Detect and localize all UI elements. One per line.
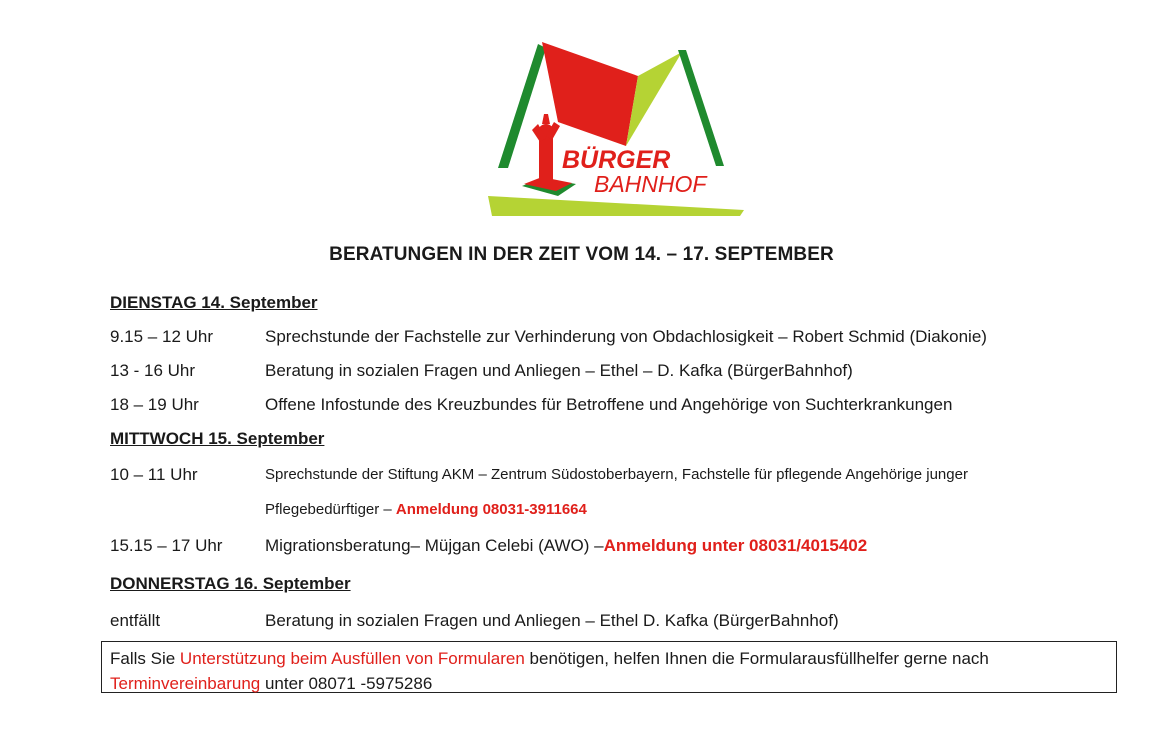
notice-highlight: Unterstützung beim Ausfüllen von Formularen	[179, 649, 525, 668]
day-heading-dienstag: DIENSTAG 14. September	[110, 293, 318, 312]
entry-text: Sprechstunde der Fachstelle zur Verhinderung von Obdachlosigkeit – Robert Schmid (Diakonie)	[265, 327, 987, 346]
entry-time: entfällt	[110, 611, 161, 630]
entry-text-continued	[265, 501, 587, 518]
day-heading-mittwoch: MITTWOCH 15. September	[110, 429, 325, 448]
entry-time: 9.15 – 12 Uhr	[110, 327, 214, 346]
entry-time: 13 - 16 Uhr	[110, 361, 196, 380]
entry-text: Migrationsberatung– Müjgan Celebi (AWO) –	[265, 536, 604, 555]
entry-time: 15.15 – 17 Uhr	[110, 536, 223, 555]
entry-text: Beratung in sozialen Fragen und Anliegen – Ethel D. Kafka (BürgerBahnhof)	[265, 611, 839, 630]
entry-text: Pflegebedürftiger –	[265, 501, 396, 518]
buergerbahnhof-logo	[486, 38, 744, 218]
logo-line2: BAHNHOF	[594, 171, 707, 197]
logo-line1: BÜRGER	[562, 146, 671, 174]
day-heading-donnerstag: DONNERSTAG 16. September	[110, 574, 351, 593]
notice-box	[101, 641, 1117, 693]
registration-phone: Anmeldung unter 08031/4015402	[603, 536, 868, 555]
notice-highlight: Terminvereinbarung	[110, 674, 261, 693]
registration-phone: Anmeldung 08031-3911664	[395, 501, 587, 518]
entry-text: Beratung in sozialen Fragen und Anliegen – Ethel – D. Kafka (BürgerBahnhof)	[265, 361, 853, 380]
entry-time: 18 – 19 Uhr	[110, 395, 199, 414]
entry-text: Sprechstunde der Stiftung AKM – Zentrum Südostoberbayern, Fachstelle für pflegende Angehörige junger	[265, 466, 968, 483]
entry-line	[265, 536, 867, 556]
entry-text: Offene Infostunde des Kreuzbundes für Betroffene und Angehörige von Suchterkrankungen	[265, 395, 953, 414]
notice-text: benötigen, helfen Ihnen die Formularausfüllhelfer gerne nach	[524, 649, 989, 668]
page-title: BERATUNGEN IN DER ZEIT VOM 14. – 17. SEPTEMBER	[329, 244, 834, 265]
notice-text: unter 08071 -5975286	[260, 674, 433, 693]
notice-text: Falls Sie	[110, 649, 180, 668]
entry-time: 10 – 11 Uhr	[110, 465, 198, 484]
